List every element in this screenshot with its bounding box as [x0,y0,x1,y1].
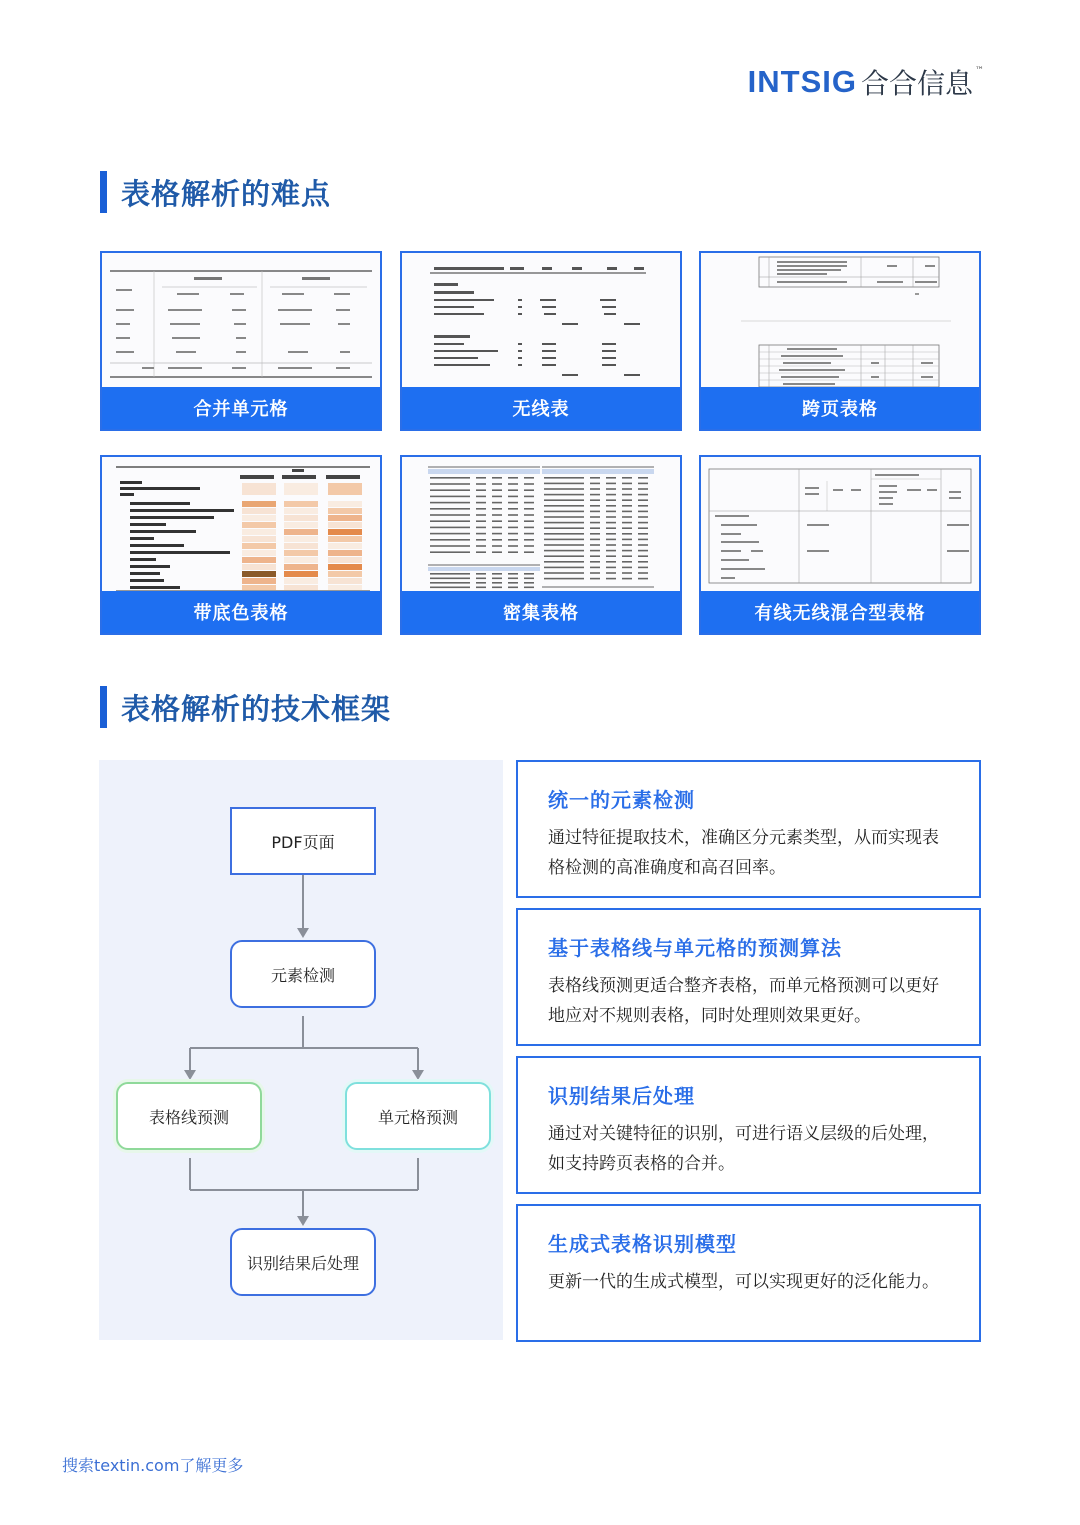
info-title: 基于表格线与单元格的预测算法 [548,936,842,960]
flow-node-element-detection: 元素检测 [230,940,376,1008]
info-box-generative-model [516,1204,981,1342]
card-label: 有线无线混合型表格 [701,591,979,633]
flow-node-pdf-page: PDF页面 [230,807,376,875]
footer-link[interactable]: 搜索textin.com了解更多 [62,1456,244,1475]
card-label: 密集表格 [402,591,680,633]
card-label: 合并单元格 [102,387,380,429]
info-title: 统一的元素检测 [548,788,695,812]
info-title: 识别结果后处理 [548,1084,695,1108]
info-desc: 更新一代的生成式模型，可以实现更好的泛化能力。 [548,1272,939,1292]
info-desc: 表格线预测更适合整齐表格，而单元格预测可以更好地应对不规则表格，同时处理则效果更好。 [548,976,939,1026]
section-title-text: 表格解析的难点 [121,176,332,211]
brand-logo-cn: 合合信息 [860,67,973,100]
flow-node-line-prediction: 表格线预测 [116,1082,262,1150]
card-label: 带底色表格 [102,591,380,633]
info-desc: 通过对关键特征的识别，可进行语义层级的后处理，如支持跨页表格的合并。 [548,1124,939,1174]
flow-node-post-processing: 识别结果后处理 [230,1228,376,1296]
info-box-prediction-algorithm [516,908,981,1046]
section-title-text: 表格解析的技术框架 [121,691,392,726]
card-label: 跨页表格 [701,387,979,429]
info-box-post-processing [516,1056,981,1194]
flow-node-cell-prediction: 单元格预测 [345,1082,491,1150]
card-label: 无线表 [402,387,680,429]
info-box-element-detection [516,760,981,898]
brand-logo-latin: INTSIG [747,64,857,99]
brand-trademark: ™ [975,66,984,76]
info-desc: 通过特征提取技术，准确区分元素类型，从而实现表格检测的高准确度和高召回率。 [548,828,939,878]
info-title: 生成式表格识别模型 [548,1232,737,1256]
